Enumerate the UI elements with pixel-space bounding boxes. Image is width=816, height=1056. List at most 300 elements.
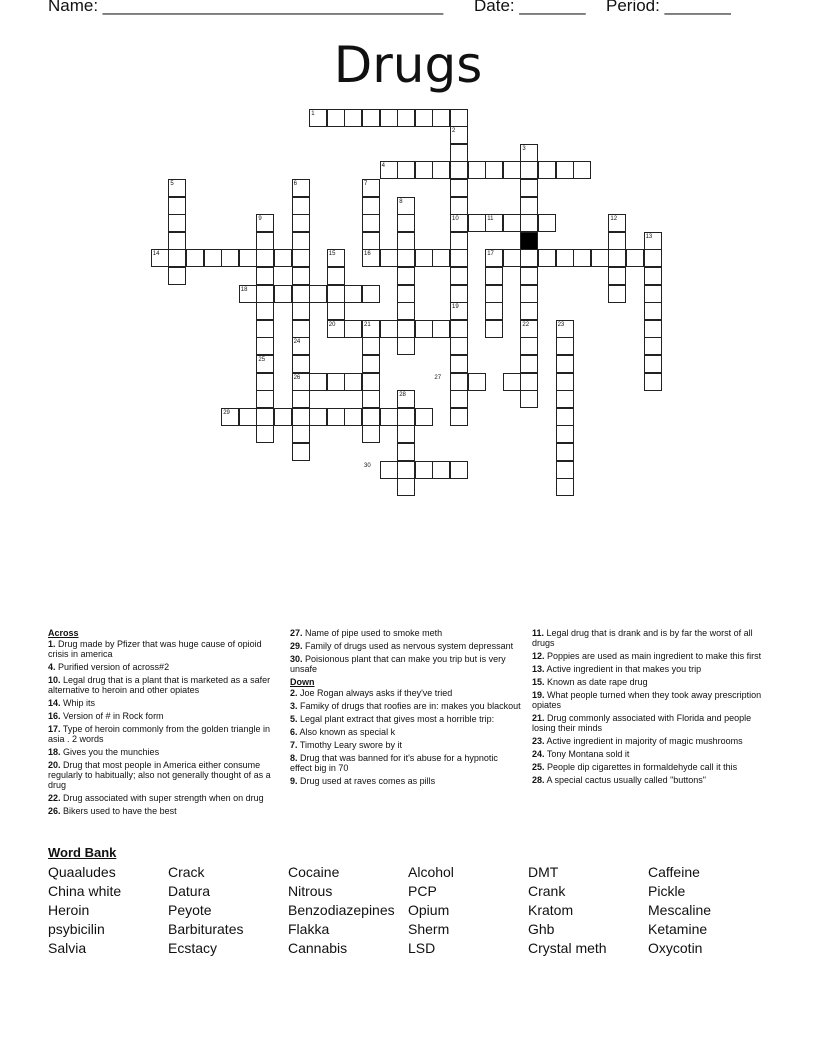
clue-item-text: Also known as special k — [297, 727, 396, 737]
clue-item-text: Purified version of across#2 — [55, 662, 170, 672]
crossword-cell[interactable] — [485, 320, 503, 338]
clue-number: 17 — [487, 251, 494, 258]
crossword-cell[interactable] — [432, 320, 450, 338]
crossword-cell[interactable] — [327, 408, 345, 426]
clue-item-text: Legal drug that is drank and is by far the worst of all drugs — [532, 628, 753, 648]
word-bank-word: psybicilin — [48, 921, 105, 937]
crossword-cell[interactable] — [362, 373, 380, 391]
crossword-cell[interactable] — [327, 109, 345, 127]
page-title: Drugs — [333, 36, 483, 94]
word-bank-word: Ecstacy — [168, 940, 218, 956]
crossword-cell[interactable] — [485, 302, 503, 320]
crossword-cell[interactable] — [608, 285, 626, 303]
crossword-cell[interactable] — [644, 320, 662, 338]
clue-number: 25 — [258, 357, 266, 363]
clue-number: 3 — [522, 145, 526, 152]
crossword-cell[interactable] — [362, 337, 380, 355]
word-bank-word: Cannabis — [288, 940, 348, 956]
clue-item-text: Drug associated with super strength when on drug — [60, 793, 264, 803]
clue-item-text: Famiky of drugs that roofies are in: makes you blackout — [297, 701, 521, 711]
crossword-cell[interactable] — [450, 337, 468, 355]
crossword-cell[interactable] — [380, 249, 398, 267]
clue-number: 23 — [557, 321, 565, 328]
crossword-cell[interactable] — [327, 267, 345, 285]
crossword-cell[interactable] — [292, 232, 310, 250]
clue-item — [48, 711, 280, 721]
clue-number: 7 — [364, 181, 368, 187]
crossword-cell[interactable] — [168, 232, 186, 250]
word-bank-word: Heroin — [48, 902, 90, 918]
crossword-cell[interactable] — [556, 249, 574, 267]
clue-number: 9 — [258, 216, 262, 223]
crossword-cell[interactable] — [556, 373, 574, 391]
crossword-cell[interactable] — [503, 373, 521, 391]
crossword-cell[interactable] — [397, 302, 415, 320]
crossword-cell[interactable] — [397, 408, 415, 426]
clue-number: 16 — [364, 251, 371, 258]
crossword-cell[interactable] — [397, 161, 415, 179]
crossword-cell[interactable] — [450, 249, 468, 267]
crossword-cell[interactable] — [608, 249, 626, 267]
crossword-grid — [0, 0, 816, 520]
clue-item-text: A special cactus usually called "buttons" — [544, 775, 706, 785]
clue-item-text: Drug made by Pfizer that was huge cause of opioid crisis in america — [48, 639, 262, 659]
clue-item — [48, 793, 280, 803]
crossword-cell[interactable] — [309, 285, 327, 303]
clue-item-text: Drug that most people in America either consume regularly to habitually; also not generally thought of as a drug — [48, 760, 271, 790]
clue-item — [532, 651, 764, 661]
crossword-cell[interactable] — [362, 425, 380, 443]
word-bank-column — [168, 863, 243, 958]
crossword-cell[interactable] — [556, 443, 574, 461]
crossword-cell[interactable] — [397, 478, 415, 496]
crossword-cell[interactable] — [292, 302, 310, 320]
crossword-cell[interactable] — [538, 161, 556, 179]
word-bank-column — [48, 863, 121, 958]
crossword-cell[interactable] — [432, 109, 450, 127]
crossword-cell[interactable] — [186, 249, 204, 267]
crossword-cell[interactable] — [415, 249, 433, 267]
crossword-cell[interactable] — [485, 285, 503, 303]
clue-item-text: Drug commonly associated with Florida and people losing their minds — [532, 713, 752, 733]
clue-item-text: Whip its — [60, 698, 96, 708]
clue-item — [290, 727, 522, 737]
crossword-cell[interactable] — [397, 443, 415, 461]
crossword-cell[interactable] — [450, 320, 468, 338]
crossword-cell[interactable] — [168, 249, 186, 267]
crossword-cell[interactable] — [520, 179, 538, 197]
word-bank-word: Salvia — [48, 940, 87, 956]
clue-item-number: 3. — [290, 701, 298, 711]
clues-column-1 — [48, 628, 280, 819]
crossword-cell[interactable] — [239, 249, 257, 267]
crossword-cell[interactable] — [450, 267, 468, 285]
crossword-cell[interactable] — [256, 285, 274, 303]
crossword-cell[interactable] — [292, 408, 310, 426]
crossword-cell[interactable] — [397, 461, 415, 479]
clue-item-number: 1. — [48, 639, 56, 649]
word-bank-word: Datura — [168, 883, 211, 899]
crossword-cell[interactable] — [397, 249, 415, 267]
crossword-cell[interactable] — [168, 267, 186, 285]
crossword-cell[interactable] — [644, 285, 662, 303]
crossword-cell[interactable] — [468, 161, 486, 179]
clue-item — [532, 736, 764, 746]
crossword-cell[interactable] — [520, 249, 538, 267]
clue-item — [290, 688, 522, 698]
clue-item-text: Known as date rape drug — [544, 677, 648, 687]
clue-number: 19 — [452, 304, 459, 311]
crossword-cell[interactable] — [380, 461, 398, 479]
crossword-cell[interactable] — [520, 373, 538, 391]
crossword-cell[interactable] — [256, 302, 274, 320]
crossword-cell[interactable] — [239, 408, 257, 426]
crossword-cell[interactable] — [556, 478, 574, 496]
clue-item-number: 7. — [290, 740, 298, 750]
crossword-cell[interactable] — [538, 249, 556, 267]
clue-item — [48, 662, 280, 672]
word-bank-word: Benzodiazepines — [288, 902, 395, 918]
crossword-cell[interactable] — [468, 373, 486, 391]
word-bank-word: Oxycotin — [648, 940, 703, 956]
period-field-label: Period: _______ — [606, 0, 731, 15]
crossword-cell[interactable] — [626, 249, 644, 267]
clue-item-text: Timothy Leary swore by it — [297, 740, 403, 750]
crossword-cell[interactable] — [573, 161, 591, 179]
word-bank-word: DMT — [528, 864, 559, 880]
clue-item — [290, 714, 522, 724]
crossword-cell[interactable] — [450, 109, 468, 127]
crossword-cell[interactable] — [556, 461, 574, 479]
crossword-cell[interactable] — [450, 390, 468, 408]
clue-item-text: Tony Montana sold it — [544, 749, 630, 759]
crossword-cell[interactable] — [292, 390, 310, 408]
crossword-cell[interactable] — [344, 285, 362, 303]
crossword-cell[interactable] — [274, 249, 292, 267]
clue-item-text: Family of drugs used as nervous system depressant — [302, 641, 514, 651]
word-bank-column — [288, 863, 395, 958]
crossword-cell[interactable] — [397, 109, 415, 127]
crossword-cell[interactable] — [397, 285, 415, 303]
crossword-cell[interactable] — [292, 320, 310, 338]
word-bank-word: Pickle — [648, 883, 686, 899]
crossword-cell[interactable] — [503, 249, 521, 267]
crossword-cell[interactable] — [362, 285, 380, 303]
crossword-cell[interactable] — [450, 232, 468, 250]
crossword-cell[interactable] — [256, 373, 274, 391]
crossword-cell[interactable] — [538, 214, 556, 232]
clue-item — [290, 701, 522, 711]
across-clue-list — [48, 639, 280, 816]
word-bank-column — [648, 863, 711, 958]
word-bank-word: Cocaine — [288, 864, 340, 880]
word-bank-word: Peyote — [168, 902, 212, 918]
crossword-cell[interactable] — [415, 320, 433, 338]
crossword-cell[interactable] — [450, 355, 468, 373]
crossword-cell[interactable] — [520, 355, 538, 373]
across-heading: Across — [48, 628, 79, 638]
clue-item-number: 20. — [48, 760, 61, 770]
clue-number: 14 — [152, 251, 160, 258]
clue-item-number: 18. — [48, 747, 61, 757]
clue-item-number: 26. — [48, 806, 61, 816]
clue-item — [532, 775, 764, 785]
crossword-cell[interactable] — [362, 214, 380, 232]
crossword-cell[interactable] — [556, 390, 574, 408]
crossword-cell[interactable] — [608, 232, 626, 250]
crossword-cell[interactable] — [397, 267, 415, 285]
crossword-cell[interactable] — [485, 267, 503, 285]
crossword-cell[interactable] — [292, 355, 310, 373]
clue-item — [532, 664, 764, 674]
crossword-cell[interactable] — [415, 109, 433, 127]
crossword-cell[interactable] — [256, 408, 274, 426]
down-heading: Down — [290, 677, 315, 687]
clue-item-text: Legal drug that is a plant that is marketed as a safer alternative to heroin and other opiates — [48, 675, 271, 695]
clue-item — [48, 747, 280, 757]
crossword-cell[interactable] — [397, 425, 415, 443]
clue-number: 20 — [328, 321, 336, 328]
clue-item-text: Drug used at raves comes as pills — [297, 776, 436, 786]
crossword-cell[interactable] — [344, 408, 362, 426]
clue-item-number: 8. — [290, 753, 298, 763]
crossword-cell[interactable] — [608, 267, 626, 285]
clue-number: 28 — [399, 392, 406, 399]
clue-item-text: Active ingredient in majority of magic mushrooms — [544, 736, 743, 746]
crossword-cell[interactable] — [520, 214, 538, 232]
crossword-cell[interactable] — [573, 249, 591, 267]
clue-item-number: 13. — [532, 664, 545, 674]
word-bank-word: Sherm — [408, 921, 450, 937]
clue-item-number: 21. — [532, 713, 545, 723]
clue-number: 26 — [293, 374, 301, 381]
clue-number: 8 — [399, 198, 403, 205]
crossword-cell[interactable] — [432, 161, 450, 179]
crossword-cell[interactable] — [256, 337, 274, 355]
crossword-cell[interactable] — [292, 249, 310, 267]
clue-item-number: 5. — [290, 714, 298, 724]
crossword-cell[interactable] — [221, 249, 239, 267]
clue-number: 22 — [522, 321, 530, 328]
crossword-cell[interactable] — [256, 425, 274, 443]
crossword-cell[interactable] — [327, 373, 345, 391]
crossword-cell[interactable] — [415, 461, 433, 479]
clue-item-number: 16. — [48, 711, 61, 721]
crossword-cell[interactable] — [397, 337, 415, 355]
crossword-cell[interactable] — [450, 179, 468, 197]
word-bank-word: PCP — [408, 883, 437, 899]
clue-number: 1 — [311, 110, 315, 117]
crossword-cell[interactable] — [274, 285, 292, 303]
crossword-cell[interactable] — [362, 109, 380, 127]
crossword-cell[interactable] — [644, 337, 662, 355]
clue-number: 24 — [293, 339, 301, 346]
crossword-cell[interactable] — [292, 443, 310, 461]
clue-number: 5 — [170, 181, 174, 187]
crossword-cell[interactable] — [520, 285, 538, 303]
clue-number: 21 — [364, 321, 371, 328]
clue-item — [532, 749, 764, 759]
crossword-cell[interactable] — [556, 337, 574, 355]
crossword-cell[interactable] — [344, 373, 362, 391]
word-bank-word: Crank — [528, 883, 566, 899]
crossword-cell[interactable] — [520, 161, 538, 179]
crossword-black-cell — [520, 232, 538, 250]
crossword-cell[interactable] — [380, 408, 398, 426]
crossword-cell[interactable] — [168, 197, 186, 215]
crossword-cell[interactable] — [362, 408, 380, 426]
crossword-cell[interactable] — [503, 214, 521, 232]
crossword-cell[interactable] — [362, 355, 380, 373]
clue-item-text: Version of # in Rock form — [60, 711, 164, 721]
clue-number: 30 — [364, 462, 371, 469]
crossword-cell[interactable] — [292, 214, 310, 232]
word-bank-word: Opium — [408, 902, 450, 918]
clue-item — [290, 628, 522, 638]
clue-item — [290, 641, 522, 651]
word-bank-word: China white — [48, 883, 122, 899]
clue-number: 18 — [240, 286, 248, 293]
clue-item-text: Gives you the munchies — [60, 747, 160, 757]
crossword-cell[interactable] — [274, 408, 292, 426]
crossword-cell[interactable] — [362, 197, 380, 215]
crossword-cell[interactable] — [644, 249, 662, 267]
crossword-cell[interactable] — [450, 461, 468, 479]
crossword-cell[interactable] — [450, 373, 468, 391]
clue-number: 6 — [293, 181, 297, 187]
name-field-label: Name: ____________________________________ — [48, 0, 444, 15]
clue-item-text: Name of pipe used to smoke meth — [302, 628, 443, 638]
clue-item-number: 30. — [290, 654, 303, 664]
clue-item-text: What people turned when they took away prescription opiates — [532, 690, 762, 710]
crossword-cell[interactable] — [362, 390, 380, 408]
clue-item-number: 4. — [48, 662, 56, 672]
crossword-cell[interactable] — [256, 390, 274, 408]
crossword-cell[interactable] — [415, 161, 433, 179]
clue-item-number: 6. — [290, 727, 298, 737]
date-field-label: Date: _______ — [474, 0, 586, 15]
crossword-cell[interactable] — [503, 161, 521, 179]
word-bank-word: Flakka — [288, 921, 330, 937]
clues-column-3 — [532, 628, 764, 788]
crossword-cell[interactable] — [556, 161, 574, 179]
word-bank-word: LSD — [408, 940, 436, 956]
clue-item — [48, 639, 280, 659]
word-bank-word: Ketamine — [648, 921, 708, 937]
clue-item-number: 12. — [532, 651, 545, 661]
crossword-cell[interactable] — [292, 285, 310, 303]
clue-item — [532, 762, 764, 772]
crossword-cell[interactable] — [256, 320, 274, 338]
crossword-cell[interactable] — [168, 214, 186, 232]
crossword-cell[interactable] — [309, 408, 327, 426]
clue-item-number: 22. — [48, 793, 61, 803]
clue-number: 10 — [452, 216, 459, 223]
word-bank-word: Nitrous — [288, 883, 333, 899]
crossword-cell[interactable] — [450, 408, 468, 426]
clue-item-number: 27. — [290, 628, 303, 638]
crossword-cell[interactable] — [432, 249, 450, 267]
crossword-cell[interactable] — [591, 249, 609, 267]
crossword-cell[interactable] — [556, 355, 574, 373]
crossword-cell[interactable] — [344, 320, 362, 338]
crossword-cell[interactable] — [397, 320, 415, 338]
crossword-cell[interactable] — [309, 373, 327, 391]
crossword-cell[interactable] — [485, 161, 503, 179]
clue-item — [48, 675, 280, 695]
word-bank-column — [408, 863, 454, 958]
crossword-cell[interactable] — [397, 232, 415, 250]
crossword-cell[interactable] — [344, 109, 362, 127]
crossword-cell[interactable] — [380, 320, 398, 338]
crossword-cell[interactable] — [644, 302, 662, 320]
clue-number: 27 — [434, 374, 442, 381]
crossword-cell[interactable] — [204, 249, 222, 267]
clue-item — [532, 677, 764, 687]
crossword-cell[interactable] — [520, 302, 538, 320]
crossword-cell[interactable] — [450, 161, 468, 179]
crossword-cell[interactable] — [450, 144, 468, 162]
word-bank-word: Mescaline — [648, 902, 712, 918]
crossword-cell[interactable] — [432, 461, 450, 479]
word-bank-word: Barbiturates — [168, 921, 244, 937]
word-bank-word: Alcohol — [408, 864, 454, 880]
crossword-cell[interactable] — [256, 267, 274, 285]
crossword-cell[interactable] — [362, 232, 380, 250]
crossword-cell[interactable] — [415, 408, 433, 426]
crossword-cell[interactable] — [644, 373, 662, 391]
crossword-cell[interactable] — [520, 337, 538, 355]
clue-item-number: 25. — [532, 762, 545, 772]
clue-item — [290, 654, 522, 674]
clue-item-number: 17. — [48, 724, 61, 734]
clue-item-text: Poisionous plant that can make you trip but is very unsafe — [290, 654, 506, 674]
crossword-cell[interactable] — [556, 408, 574, 426]
crossword-cell[interactable] — [256, 232, 274, 250]
clue-item-number: 19. — [532, 690, 545, 700]
clue-item-text: Active ingredient in that makes you trip — [544, 664, 702, 674]
word-bank-word: Caffeine — [648, 864, 700, 880]
clue-item-number: 10. — [48, 675, 61, 685]
crossword-cell[interactable] — [292, 267, 310, 285]
clue-number: 15 — [328, 251, 336, 258]
crossword-cell[interactable] — [292, 425, 310, 443]
crossword-cell[interactable] — [397, 214, 415, 232]
word-bank-title: Word Bank — [48, 845, 117, 860]
crossword-cell[interactable] — [256, 249, 274, 267]
clue-item — [48, 698, 280, 708]
clue-item-number: 11. — [532, 628, 545, 638]
crossword-cell[interactable] — [468, 214, 486, 232]
crossword-cell[interactable] — [450, 197, 468, 215]
clue-item — [48, 724, 280, 744]
across-clue-list-continued — [290, 628, 522, 674]
crossword-cell[interactable] — [380, 109, 398, 127]
clue-item — [290, 753, 522, 773]
crossword-cell[interactable] — [556, 425, 574, 443]
crossword-cell[interactable] — [644, 267, 662, 285]
clue-item — [48, 760, 280, 790]
crossword-cell[interactable] — [520, 390, 538, 408]
crossword-cell[interactable] — [327, 302, 345, 320]
crossword-cell[interactable] — [327, 285, 345, 303]
crossword-cell[interactable] — [292, 197, 310, 215]
crossword-cell[interactable] — [450, 285, 468, 303]
crossword-cell[interactable] — [644, 355, 662, 373]
clue-item-text: Bikers used to have the best — [60, 806, 177, 816]
crossword-cell[interactable] — [520, 197, 538, 215]
crossword-cell[interactable] — [520, 267, 538, 285]
